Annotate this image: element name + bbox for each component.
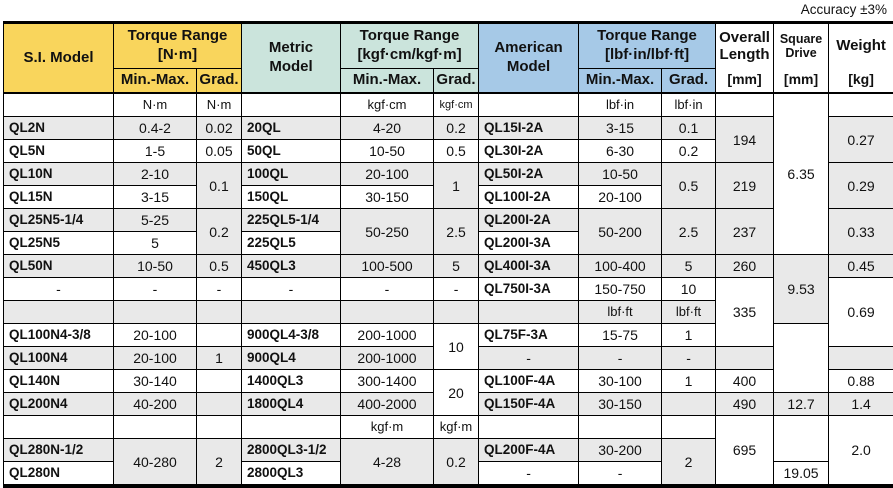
torque-range-nm-title: Torque Range (128, 27, 228, 44)
table-cell (197, 416, 242, 439)
table-cell: - (242, 278, 341, 301)
table-cell: 237 (716, 209, 774, 255)
torque-range-kgf-unit: [kgf·cm/kgf·m] (341, 46, 478, 65)
table-row (4, 209, 893, 232)
table-cell: 30-140 (114, 370, 197, 393)
table-cell: - (579, 347, 662, 370)
header-overall-length: Overall Length [mm] (716, 23, 774, 94)
subheader-grad-kgf: Grad. (434, 68, 479, 93)
header-torque-range-lbf (579, 23, 716, 69)
model-cell: QL100I-2A (479, 186, 579, 209)
table-cell (829, 93, 893, 117)
table-cell: 0.2 (662, 140, 716, 163)
table-row (4, 117, 893, 140)
unit-cell: lbf·in (662, 93, 716, 117)
model-cell: QL15N (4, 186, 114, 209)
table-cell: - (662, 347, 716, 370)
model-cell: 900QL4 (242, 347, 341, 370)
table-cell (4, 301, 114, 324)
unit-cell: kgf·cm (341, 93, 434, 117)
table-cell: 10-50 (341, 140, 434, 163)
subheader-min-max-nm: Min.-Max. (114, 68, 197, 93)
table-row (4, 370, 893, 393)
table-cell (479, 93, 579, 117)
table-cell: 20 (434, 370, 479, 416)
table-cell: 10-50 (579, 163, 662, 186)
model-cell: 100QL (242, 163, 341, 186)
model-cell: QL5N (4, 140, 114, 163)
table-cell: 2.0 (829, 416, 893, 487)
table-cell: 0.5 (662, 163, 716, 209)
spec-table-body (4, 93, 893, 486)
table-cell: 0.1 (662, 117, 716, 140)
table-cell: 2 (197, 439, 242, 487)
model-cell: QL25N5-1/4 (4, 209, 114, 232)
model-cell: QL200F-4A (479, 439, 579, 462)
table-cell: 3-15 (579, 117, 662, 140)
table-cell: 0.45 (829, 255, 893, 278)
table-cell: 20-100 (579, 186, 662, 209)
table-cell: 0.2 (434, 439, 479, 487)
model-cell: QL280N (4, 462, 114, 487)
table-cell (479, 301, 579, 324)
subheader-grad-nm: Grad. (197, 68, 242, 93)
table-row (4, 163, 893, 186)
table-cell: 4-20 (341, 117, 434, 140)
table-cell: - (479, 462, 579, 487)
table-cell: 1 (662, 370, 716, 393)
table-cell: 335 (716, 278, 774, 347)
table-cell: 20-100 (114, 347, 197, 370)
table-cell (579, 416, 662, 439)
table-row (4, 255, 893, 278)
model-cell: QL100N4-3/8 (4, 324, 114, 347)
torque-range-nm-unit: [N·m] (114, 46, 241, 65)
model-cell: QL100F-4A (479, 370, 579, 393)
model-cell: 225QL5-1/4 (242, 209, 341, 232)
square-drive-unit: [mm] (774, 68, 828, 92)
table-cell: 15-75 (579, 324, 662, 347)
table-cell: 0.05 (197, 140, 242, 163)
table-cell (197, 301, 242, 324)
torque-range-lbf-unit: [lbf·in/lbf·ft] (579, 46, 715, 65)
table-header (4, 23, 893, 94)
table-cell (114, 416, 197, 439)
table-cell: 12.7 (774, 393, 829, 416)
table-cell: 30-200 (579, 439, 662, 462)
model-cell: QL280N-1/2 (4, 439, 114, 462)
table-row (4, 416, 893, 439)
table-cell (716, 93, 774, 117)
table-cell: - (341, 278, 434, 301)
header-torque-range-kgf (341, 23, 479, 69)
model-cell: 2800QL3 (242, 462, 341, 487)
table-cell: 1.4 (829, 393, 893, 416)
model-cell: QL200N4 (4, 393, 114, 416)
table-cell: 10 (434, 324, 479, 370)
table-cell: 0.1 (197, 163, 242, 209)
unit-cell: N·m (114, 93, 197, 117)
table-cell (829, 347, 893, 370)
table-cell: 5-25 (114, 209, 197, 232)
table-cell: 9.53 (774, 255, 829, 324)
table-cell: 0.27 (829, 117, 893, 163)
model-cell: 900QL4-3/8 (242, 324, 341, 347)
header-square-drive: Square Drive [mm] (774, 23, 829, 94)
model-cell: 50QL (242, 140, 341, 163)
table-cell (662, 393, 716, 416)
table-cell (479, 416, 579, 439)
table-cell: 219 (716, 163, 774, 209)
table-cell (774, 416, 829, 462)
table-cell: 260 (716, 255, 774, 278)
model-cell: QL30I-2A (479, 140, 579, 163)
table-cell: 0.2 (197, 209, 242, 255)
table-cell: 40-280 (114, 439, 197, 487)
table-cell (774, 324, 829, 393)
table-cell: 4-28 (341, 439, 434, 487)
table-cell: 2.5 (662, 209, 716, 255)
table-cell: 6.35 (774, 93, 829, 255)
model-cell: QL2N (4, 117, 114, 140)
table-cell: 40-200 (114, 393, 197, 416)
table-cell: 300-1400 (341, 370, 434, 393)
model-cell: QL100N4 (4, 347, 114, 370)
table-cell: 400 (716, 370, 774, 393)
table-cell (197, 370, 242, 393)
model-cell: 2800QL3-1/2 (242, 439, 341, 462)
header-row-top (4, 23, 893, 69)
table-cell: - (579, 462, 662, 487)
table-cell: 194 (716, 117, 774, 163)
table-cell: 30-150 (341, 186, 434, 209)
table-cell: 0.2 (434, 117, 479, 140)
unit-cell: lbf·in (579, 93, 662, 117)
table-cell: 0.02 (197, 117, 242, 140)
table-cell: 100-500 (341, 255, 434, 278)
table-cell: - (4, 278, 114, 301)
table-cell: 50-250 (341, 209, 434, 255)
table-cell (242, 301, 341, 324)
model-cell: QL150F-4A (479, 393, 579, 416)
model-cell: QL25N5 (4, 232, 114, 255)
unit-cell: lbf·ft (662, 301, 716, 324)
model-cell: QL400I-3A (479, 255, 579, 278)
table-cell: 0.4-2 (114, 117, 197, 140)
model-cell: 1400QL3 (242, 370, 341, 393)
accuracy-note: Accuracy ±3% (2, 0, 891, 21)
table-cell: 5 (114, 232, 197, 255)
unit-cell: kgf·m (434, 416, 479, 439)
table-cell: 2 (662, 439, 716, 487)
unit-cell: kgf·cm (434, 93, 479, 117)
table-cell: 5 (662, 255, 716, 278)
table-row (4, 278, 893, 301)
table-cell: 0.5 (434, 140, 479, 163)
table-cell: 6-30 (579, 140, 662, 163)
table-cell (242, 93, 341, 117)
table-cell (4, 416, 114, 439)
table-cell: 200-1000 (341, 347, 434, 370)
table-cell: 50-200 (579, 209, 662, 255)
model-cell: 450QL3 (242, 255, 341, 278)
table-cell (662, 416, 716, 439)
table-cell (114, 301, 197, 324)
table-row (4, 93, 893, 117)
table-cell (434, 301, 479, 324)
table-cell (197, 324, 242, 347)
subheader-min-max-kgf: Min.-Max. (341, 68, 434, 93)
unit-cell: lbf·ft (579, 301, 662, 324)
table-cell: 490 (716, 393, 774, 416)
torque-range-kgf-title: Torque Range (360, 27, 460, 44)
model-cell: QL140N (4, 370, 114, 393)
table-cell: 0.29 (829, 163, 893, 209)
table-cell: 695 (716, 416, 774, 487)
table-cell: 0.88 (829, 370, 893, 393)
model-cell: QL200I-3A (479, 232, 579, 255)
table-cell (716, 347, 774, 370)
header-american-model: American Model (479, 23, 579, 94)
table-cell: 1 (662, 324, 716, 347)
model-cell: QL10N (4, 163, 114, 186)
torque-range-lbf-title: Torque Range (597, 27, 697, 44)
table-cell: 150-750 (579, 278, 662, 301)
model-cell: QL200I-2A (479, 209, 579, 232)
table-cell: - (479, 347, 579, 370)
model-cell: QL75F-3A (479, 324, 579, 347)
model-cell: QL50I-2A (479, 163, 579, 186)
table-cell: - (114, 278, 197, 301)
weight-unit: [kg] (829, 68, 893, 92)
table-cell: 2-10 (114, 163, 197, 186)
table-cell: 20-100 (341, 163, 434, 186)
table-cell: 3-15 (114, 186, 197, 209)
table-cell (242, 416, 341, 439)
model-cell: 20QL (242, 117, 341, 140)
overall-length-unit: [mm] (716, 68, 773, 92)
table-cell: 10 (662, 278, 716, 301)
unit-cell: N·m (197, 93, 242, 117)
table-cell: 0.33 (829, 209, 893, 255)
table-cell: - (197, 278, 242, 301)
table-cell: 19.05 (774, 462, 829, 487)
header-weight: Weight [kg] (829, 23, 893, 94)
table-cell: 20-100 (114, 324, 197, 347)
table-cell: 200-1000 (341, 324, 434, 347)
model-cell: QL50N (4, 255, 114, 278)
header-torque-range-nm (114, 23, 242, 69)
table-cell: 1 (434, 163, 479, 209)
header-si-model: S.I. Model (4, 23, 114, 94)
table-cell: 30-150 (579, 393, 662, 416)
table-cell: 400-2000 (341, 393, 434, 416)
table-cell: 0.69 (829, 278, 893, 347)
table-cell (4, 93, 114, 117)
header-metric-model: Metric Model (242, 23, 341, 94)
table-cell (341, 301, 434, 324)
table-cell: 10-50 (114, 255, 197, 278)
table-cell: 2.5 (434, 209, 479, 255)
model-cell: 1800QL4 (242, 393, 341, 416)
table-cell (197, 393, 242, 416)
table-cell: 1 (197, 347, 242, 370)
model-cell: 225QL5 (242, 232, 341, 255)
table-cell: 5 (434, 255, 479, 278)
subheader-grad-lbf: Grad. (662, 68, 716, 93)
table-cell: 1-5 (114, 140, 197, 163)
subheader-min-max-lbf: Min.-Max. (579, 68, 662, 93)
model-cell: QL750I-3A (479, 278, 579, 301)
model-cell: 150QL (242, 186, 341, 209)
unit-cell: kgf·m (341, 416, 434, 439)
model-cell: QL15I-2A (479, 117, 579, 140)
table-cell: 30-100 (579, 370, 662, 393)
torque-spec-table (3, 21, 893, 488)
table-cell: 0.5 (197, 255, 242, 278)
table-cell: - (434, 278, 479, 301)
table-cell: 100-400 (579, 255, 662, 278)
